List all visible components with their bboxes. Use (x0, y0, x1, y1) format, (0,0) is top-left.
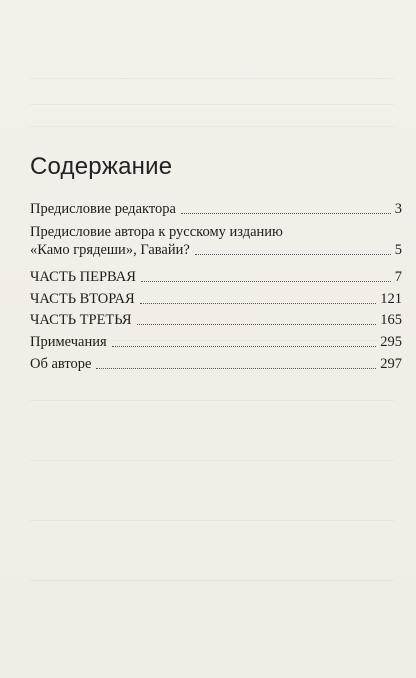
toc-entry-label: ЧАСТЬ ВТОРАЯ (30, 291, 135, 307)
toc-entry-part-three[interactable] (30, 311, 402, 329)
show-through-line (30, 126, 394, 127)
toc-title: Содержание (30, 153, 173, 180)
toc-entry-label: Об авторе (30, 356, 92, 372)
toc-entry-about-author[interactable] (30, 355, 402, 373)
toc-entry-label: Примечания (30, 334, 107, 350)
show-through-line (30, 104, 394, 105)
toc-entry-label: ЧАСТЬ ПЕРВАЯ (30, 269, 136, 285)
leader-dots (137, 323, 377, 325)
toc-entry-page: 121 (380, 291, 402, 307)
leader-dots (181, 212, 391, 214)
toc-entry-page: 165 (380, 312, 402, 328)
toc-entry-label-line1: Предисловие автора к русскому изданию (30, 224, 283, 240)
show-through-line (30, 460, 394, 461)
show-through-line (30, 400, 394, 401)
leader-dots (140, 302, 377, 304)
show-through-line (30, 78, 394, 79)
toc-entry-part-two[interactable] (30, 290, 402, 308)
toc-entry-part-one[interactable] (30, 268, 402, 286)
toc-entry-page: 297 (380, 356, 402, 372)
toc-entry-label: Предисловие редактора (30, 201, 176, 217)
toc-entry-page: 7 (394, 269, 402, 285)
toc-entry-page: 3 (394, 201, 402, 217)
show-through-line (30, 520, 394, 521)
toc-entry-page: 5 (394, 242, 402, 258)
leader-dots (195, 253, 391, 255)
toc-entry-author-preface[interactable] (30, 241, 402, 259)
toc-entry-editor-preface[interactable] (30, 200, 402, 218)
toc-entry-page: 295 (380, 334, 402, 350)
leader-dots (112, 345, 377, 347)
toc-entry-label: ЧАСТЬ ТРЕТЬЯ (30, 312, 132, 328)
leader-dots (141, 280, 391, 282)
leader-dots (96, 367, 376, 369)
show-through-line (30, 580, 394, 581)
toc-entry-notes[interactable] (30, 333, 402, 351)
toc-entry-label: «Камо грядеши», Гавайи? (30, 242, 190, 258)
